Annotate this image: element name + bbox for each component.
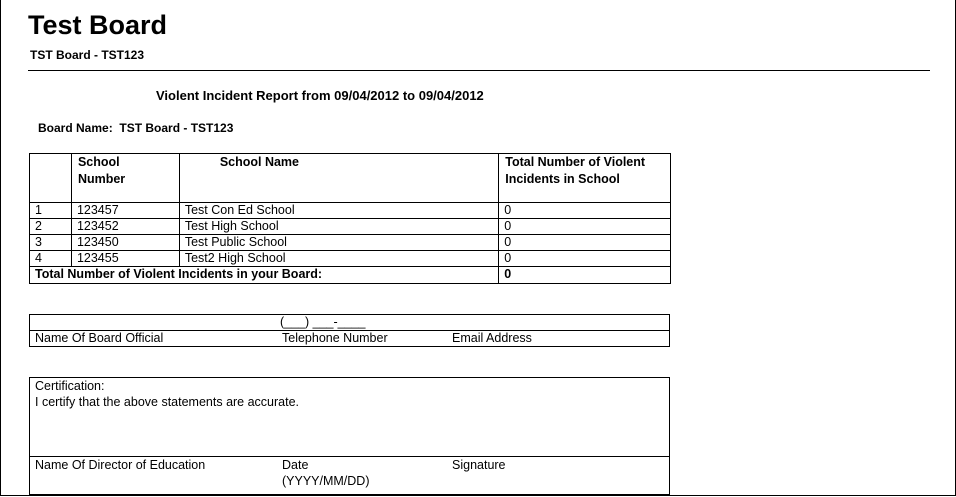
director-label: Name Of Director of Education — [35, 458, 206, 472]
board-name-value: TST Board - TST123 — [119, 121, 234, 135]
date-label: Date — [282, 458, 309, 472]
table-total-row — [30, 267, 671, 284]
divider — [28, 70, 930, 71]
school-number: 123452 — [71, 219, 179, 235]
school-number: 123455 — [71, 251, 179, 267]
total-label: Total Number of Violent Incidents in your Board: — [30, 267, 499, 284]
certification-statement: I certify that the above statements are accurate. — [35, 395, 300, 409]
board-name — [38, 121, 233, 135]
header-total: Total Number of Violent Incidents in School — [499, 154, 671, 203]
page-title: Test Board — [28, 10, 168, 40]
header-school-number: School Number — [71, 154, 179, 203]
school-number: 123450 — [71, 235, 179, 251]
total-value: 0 — [499, 267, 671, 284]
table-row — [30, 203, 671, 219]
table-row — [30, 251, 671, 267]
certification-box — [29, 377, 670, 495]
incident-table — [29, 153, 671, 284]
header-index — [30, 154, 72, 203]
school-total: 0 — [499, 219, 671, 235]
row-index: 3 — [30, 235, 72, 251]
certification-heading: Certification: — [35, 379, 105, 393]
signature-label: Signature — [452, 458, 506, 472]
header-school-name: School Name — [179, 154, 498, 203]
row-index: 1 — [30, 203, 72, 219]
date-format: (YYYY/MM/DD) — [282, 474, 370, 488]
school-name: Test Con Ed School — [179, 203, 498, 219]
table-row — [30, 235, 671, 251]
official-name-label: Name Of Board Official — [35, 331, 164, 345]
table-header-row — [30, 154, 671, 203]
school-name: Test High School — [179, 219, 498, 235]
telephone-label: Telephone Number — [282, 331, 388, 345]
page-subtitle: TST Board - TST123 — [30, 48, 145, 62]
table-row — [30, 219, 671, 235]
school-total: 0 — [499, 251, 671, 267]
school-number: 123457 — [71, 203, 179, 219]
report-title: Violent Incident Report from 09/04/2012 to 09/04/2012 — [156, 88, 484, 103]
school-total: 0 — [499, 235, 671, 251]
school-total: 0 — [499, 203, 671, 219]
school-name: Test2 High School — [179, 251, 498, 267]
board-name-label: Board Name: — [38, 121, 113, 135]
school-name: Test Public School — [179, 235, 498, 251]
phone-placeholder: (___) ___-____ — [280, 315, 366, 329]
row-index: 2 — [30, 219, 72, 235]
board-official-box — [29, 314, 670, 347]
email-label: Email Address — [452, 331, 532, 345]
row-index: 4 — [30, 251, 72, 267]
